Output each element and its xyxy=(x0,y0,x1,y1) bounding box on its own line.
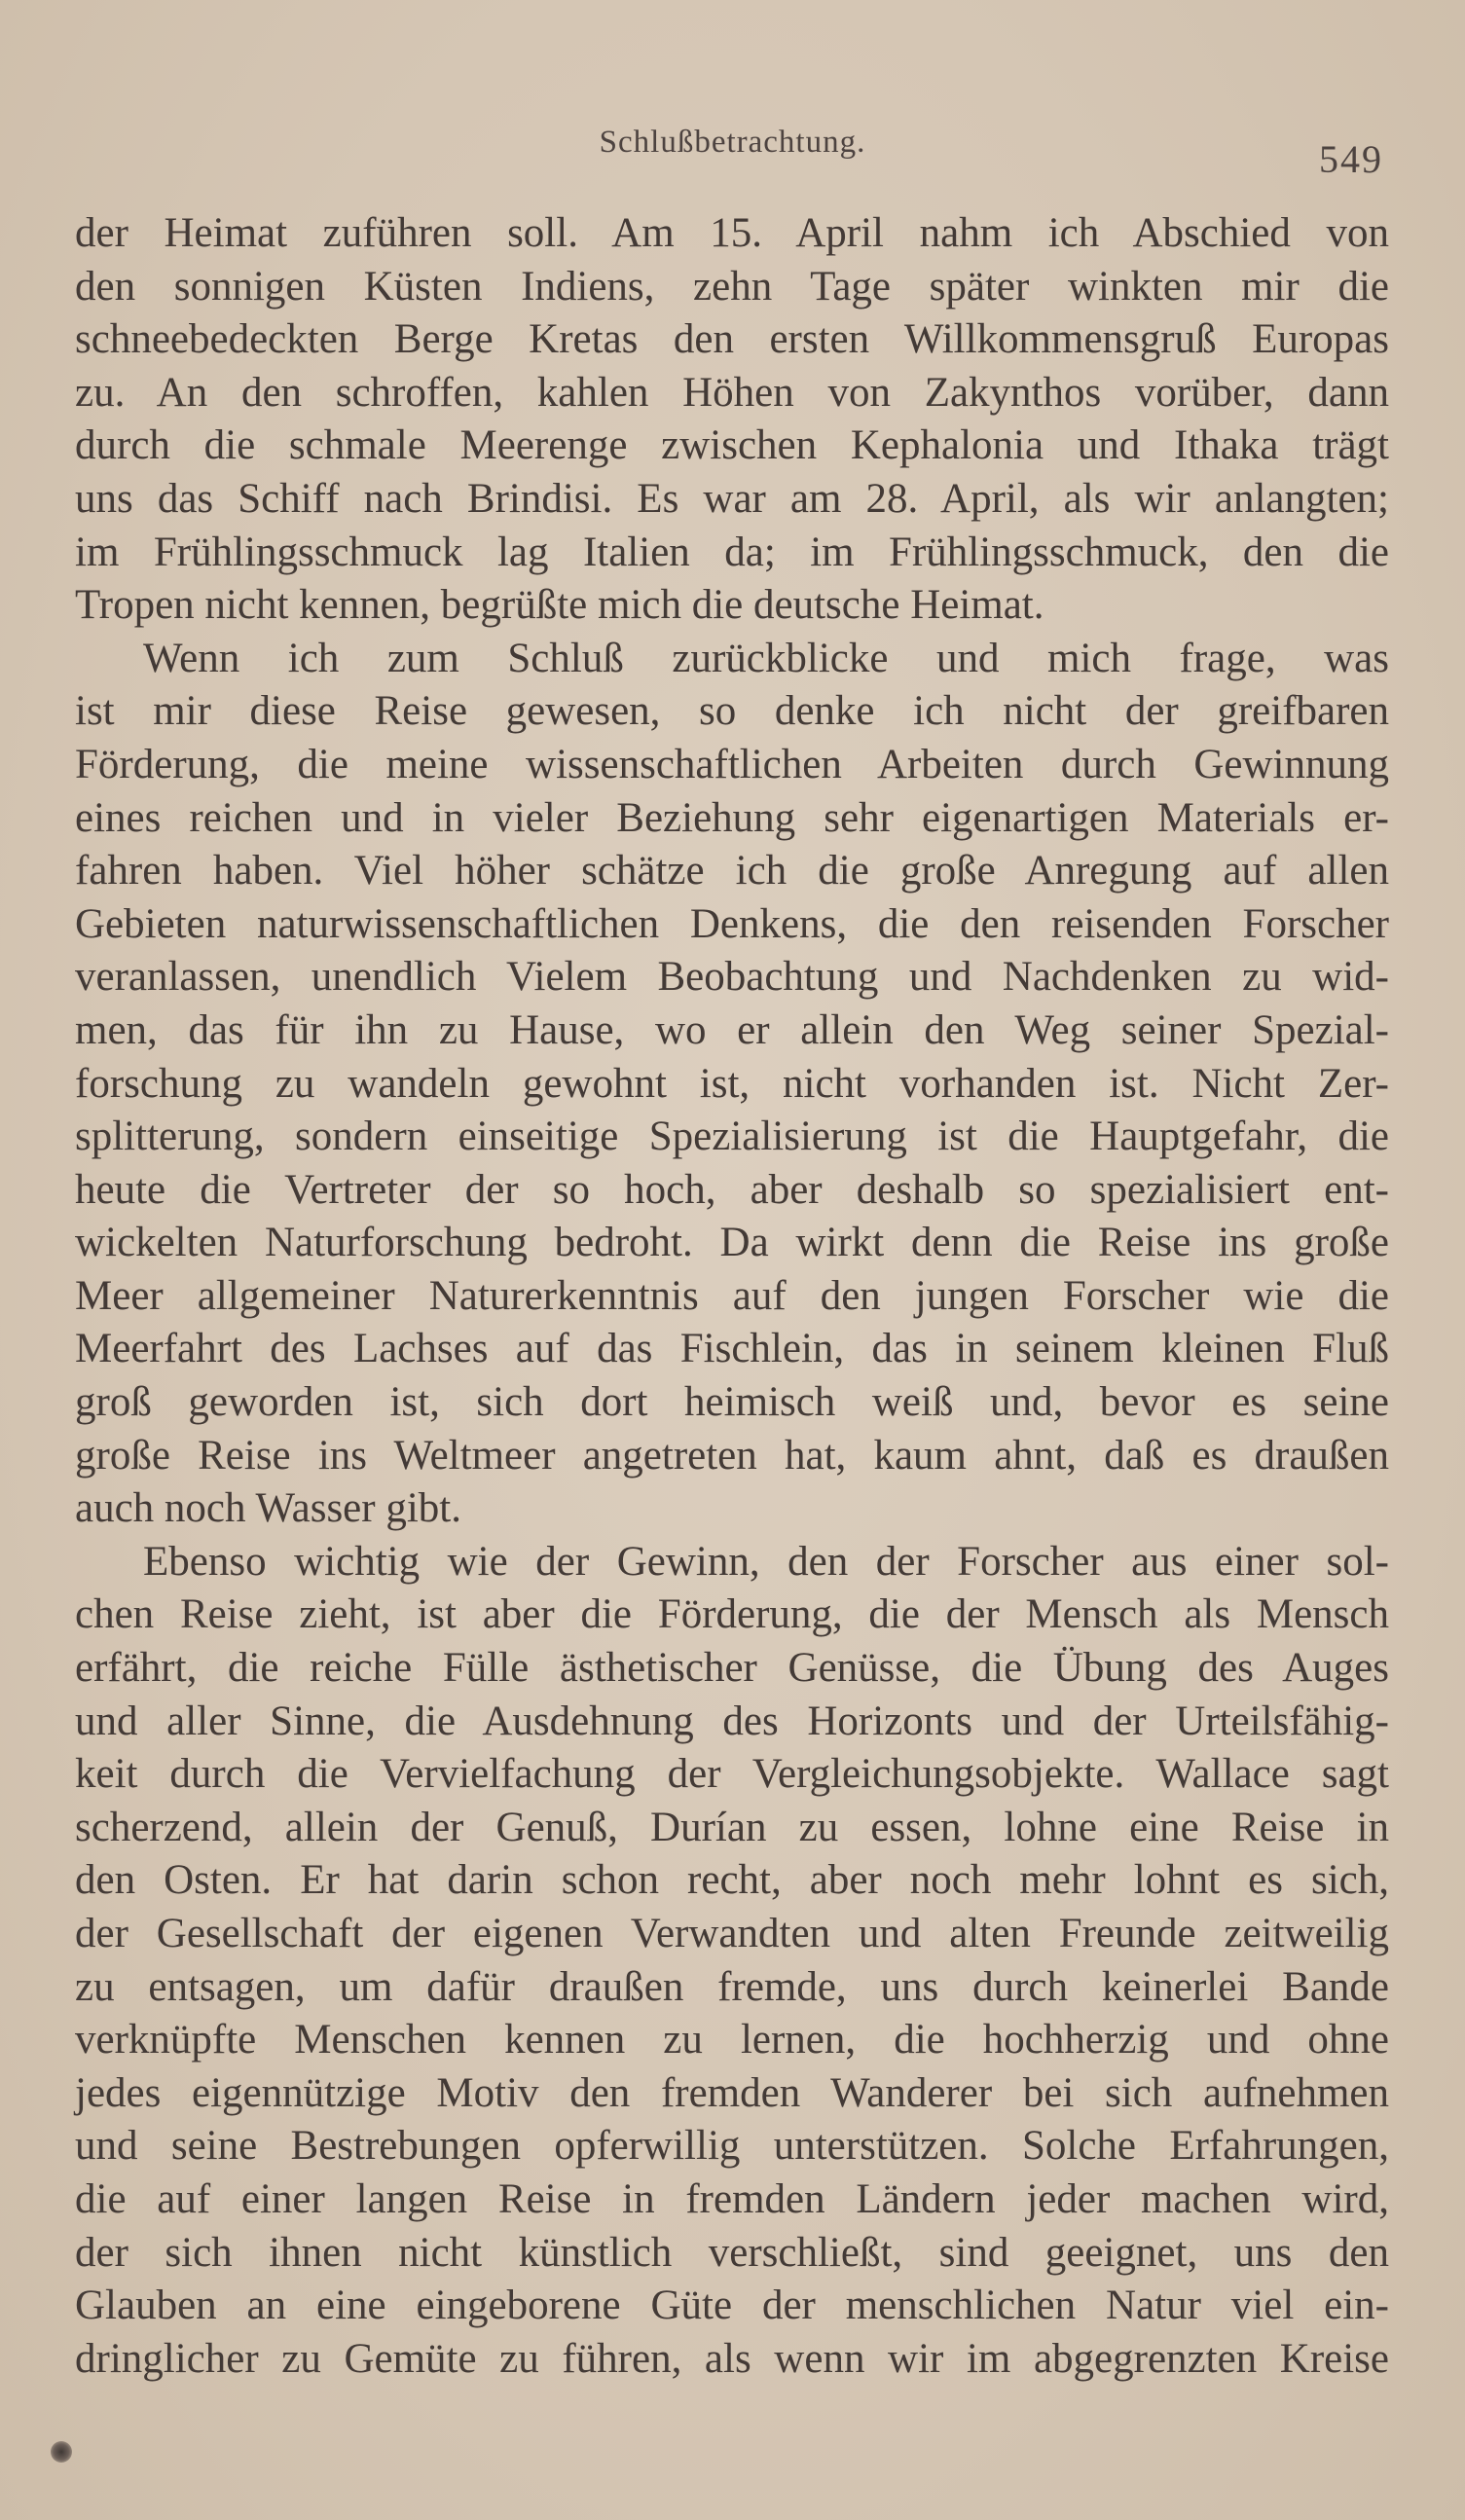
text-line: zu entsagen, um dafür draußen fremde, uns durch keinerlei Bande xyxy=(75,1963,1389,2010)
text-line: durch die schmale Meerenge zwischen Kephalonia und Ithaka trägt xyxy=(75,422,1389,469)
text-line: Gebieten naturwissenschaftlichen Denkens, die den reisenden Forscher xyxy=(75,900,1389,947)
text-line: Meer allgemeiner Naturerkenntnis auf den jungen Forscher wie die xyxy=(75,1272,1389,1319)
text-line: fahren haben. Viel höher schätze ich die große Anregung auf allen xyxy=(75,848,1389,895)
running-title: Schlußbetrachtung. xyxy=(599,125,866,160)
text-line: Förderung, die meine wissenschaftlichen Arbeiten durch Gewinnung xyxy=(75,741,1389,787)
text-line: keit durch die Vervielfachung der Vergleichungsobjekte. Wallace sagt xyxy=(75,1751,1389,1798)
page-number: 549 xyxy=(1319,137,1383,181)
text-line: erfährt, die reiche Fülle ästhetischer Genüsse, die Übung des Auges xyxy=(75,1645,1389,1692)
text-line: splitterung, sondern einseitige Spezialisierung ist die Hauptgefahr, die xyxy=(75,1114,1389,1160)
text-line: und aller Sinne, die Ausdehnung des Horizonts und der Urteilsfähig- xyxy=(75,1698,1389,1744)
text-line: dringlicher zu Gemüte zu führen, als wenn wir im abgegrenzten Kreise xyxy=(75,2335,1389,2382)
paragraph-start-line: Wenn ich zum Schluß zurückblicke und mich frage, was xyxy=(143,635,1389,681)
text-line: Glauben an eine eingeborene Güte der menschlichen Natur viel ein- xyxy=(75,2283,1389,2329)
text-line: schneebedeckten Berge Kretas den ersten Willkommensgruß Europas xyxy=(75,316,1389,363)
text-line: große Reise ins Weltmeer angetreten hat, kaum ahnt, daß es draußen xyxy=(75,1432,1389,1479)
text-line: Meerfahrt des Lachses auf das Fischlein, das in seinem kleinen Fluß xyxy=(75,1326,1389,1372)
text-line: den sonnigen Küsten Indiens, zehn Tage später winkten mir die xyxy=(75,263,1389,310)
text-line: zu. An den schroffen, kahlen Höhen von Zakynthos vorüber, dann xyxy=(75,369,1389,416)
text-line: der Gesellschaft der eigenen Verwandten und alten Freunde zeitweilig xyxy=(75,1911,1389,1956)
text-line: Tropen nicht kennen, begrüßte mich die deutsche Heimat. xyxy=(75,582,1044,629)
text-line: heute die Vertreter der so hoch, aber deshalb so spezialisiert ent- xyxy=(75,1166,1389,1213)
text-line: groß geworden ist, sich dort heimisch weiß und, bevor es seine xyxy=(75,1379,1389,1426)
paragraph-start-line: Ebenso wichtig wie der Gewinn, den der Forscher aus einer sol- xyxy=(143,1538,1389,1585)
text-line: wickelten Naturforschung bedroht. Da wirkt denn die Reise ins große xyxy=(75,1220,1389,1266)
text-line: scherzend, allein der Genuß, Durían zu essen, lohne eine Reise in xyxy=(75,1804,1389,1850)
text-line: und seine Bestrebungen opferwillig unterstützen. Solche Erfahrungen, xyxy=(75,2123,1389,2170)
ink-smudge xyxy=(51,2441,72,2463)
text-line: ist mir diese Reise gewesen, so denke ich nicht der greifbaren xyxy=(75,688,1389,735)
text-line: die auf einer langen Reise in fremden Ländern jeder machen wird, xyxy=(75,2175,1389,2222)
text-line: chen Reise zieht, ist aber die Förderung, die der Mensch als Mensch xyxy=(75,1591,1389,1638)
text-line: den Osten. Er hat darin schon recht, aber noch mehr lohnt es sich, xyxy=(75,1857,1389,1904)
text-line: eines reichen und in vieler Beziehung sehr eigenartigen Materials er- xyxy=(75,794,1389,841)
text-line: forschung zu wandeln gewohnt ist, nicht vorhanden ist. Nicht Zer- xyxy=(75,1060,1389,1107)
text-line: auch noch Wasser gibt. xyxy=(75,1485,461,1532)
text-line: uns das Schiff nach Brindisi. Es war am 28. April, als wir anlangten; xyxy=(75,475,1389,522)
text-line: der Heimat zuführen soll. Am 15. April nahm ich Abschied von xyxy=(75,210,1389,256)
text-line: verknüpfte Menschen kennen zu lernen, die hochherzig und ohne xyxy=(75,2017,1389,2063)
text-line: veranlassen, unendlich Vielem Beobachtung und Nachdenken zu wid- xyxy=(75,954,1389,1001)
body-text xyxy=(75,207,1389,2386)
text-line: der sich ihnen nicht künstlich verschließt, sind geeignet, uns den xyxy=(75,2229,1389,2276)
text-line: men, das für ihn zu Hause, wo er allein den Weg seiner Spezial- xyxy=(75,1006,1389,1053)
text-line: jedes eigennützige Motiv den fremden Wanderer bei sich aufnehmen xyxy=(75,2069,1389,2116)
text-line: im Frühlingsschmuck lag Italien da; im Frühlingsschmuck, den die xyxy=(75,529,1389,575)
